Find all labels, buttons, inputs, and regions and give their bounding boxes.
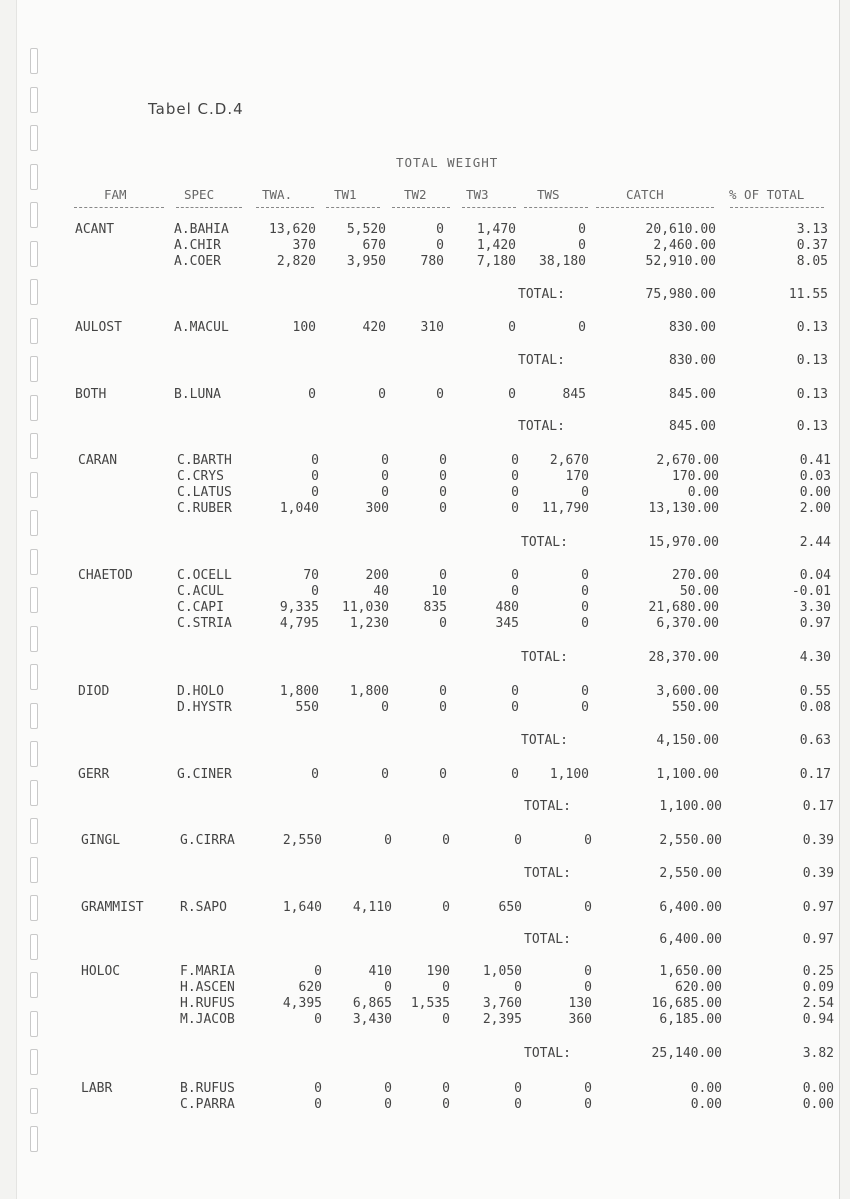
tws-cell: 0 xyxy=(584,900,592,915)
species-cell: D.HYSTR xyxy=(177,700,232,715)
tws-cell: 845 xyxy=(562,387,586,402)
punch-hole xyxy=(30,818,38,844)
pct-cell: 0.41 xyxy=(799,453,831,468)
tw2-cell: 310 xyxy=(420,320,444,335)
catch-cell: 6,400.00 xyxy=(659,900,722,915)
catch-cell: 16,685.00 xyxy=(651,996,722,1011)
pct-cell: 2.54 xyxy=(802,996,834,1011)
pct-cell: 8.05 xyxy=(796,254,828,269)
twa-cell: 70 xyxy=(303,568,319,583)
tw3-cell: 0 xyxy=(514,1097,522,1112)
total-catch-cell: 75,980.00 xyxy=(645,287,716,302)
catch-cell: 0.00 xyxy=(690,1081,722,1096)
pct-cell: 0.55 xyxy=(799,684,831,699)
catch-cell: 50.00 xyxy=(679,584,719,599)
pct-cell: -0.01 xyxy=(791,584,831,599)
catch-cell: 170.00 xyxy=(672,469,719,484)
twa-cell: 100 xyxy=(292,320,316,335)
species-cell: C.PARRA xyxy=(180,1097,235,1112)
twa-cell: 0 xyxy=(311,453,319,468)
pct-cell: 0.00 xyxy=(802,1097,834,1112)
pct-cell: 0.03 xyxy=(799,469,831,484)
tw1-cell: 1,800 xyxy=(349,684,389,699)
total-pct-cell: 2.44 xyxy=(799,535,831,550)
tws-cell: 0 xyxy=(584,1081,592,1096)
pct-cell: 0.37 xyxy=(796,238,828,253)
tws-cell: 360 xyxy=(568,1012,592,1027)
tw2-cell: 190 xyxy=(426,964,450,979)
tw1-cell: 200 xyxy=(365,568,389,583)
pct-cell: 0.25 xyxy=(802,964,834,979)
header-underline xyxy=(326,207,380,208)
catch-cell: 620.00 xyxy=(675,980,722,995)
pct-cell: 0.09 xyxy=(802,980,834,995)
total-label: TOTAL: xyxy=(521,535,568,550)
punch-hole xyxy=(30,87,38,113)
tws-cell: 130 xyxy=(568,996,592,1011)
tws-cell: 0 xyxy=(578,222,586,237)
tws-cell: 0 xyxy=(584,833,592,848)
punch-hole xyxy=(30,934,38,960)
twa-cell: 13,620 xyxy=(269,222,316,237)
header-underline xyxy=(462,207,516,208)
tw3-cell: 0 xyxy=(508,320,516,335)
family-cell: CARAN xyxy=(78,453,118,468)
species-cell: C.BARTH xyxy=(177,453,232,468)
twa-cell: 2,550 xyxy=(282,833,322,848)
total-label: TOTAL: xyxy=(518,287,565,302)
tws-cell: 0 xyxy=(581,568,589,583)
tw1-cell: 0 xyxy=(384,980,392,995)
tws-cell: 38,180 xyxy=(539,254,586,269)
catch-cell: 830.00 xyxy=(669,320,716,335)
species-cell: C.CRYS xyxy=(177,469,224,484)
total-catch-cell: 845.00 xyxy=(669,419,716,434)
pct-cell: 2.00 xyxy=(799,501,831,516)
punch-hole xyxy=(30,1011,38,1037)
catch-cell: 1,650.00 xyxy=(659,964,722,979)
tw1-cell: 0 xyxy=(381,767,389,782)
tw2-cell: 0 xyxy=(439,453,447,468)
col-header-tw3: TW3 xyxy=(466,187,489,202)
punch-hole xyxy=(30,664,38,690)
twa-cell: 4,795 xyxy=(279,616,319,631)
species-cell: B.RUFUS xyxy=(180,1081,235,1096)
catch-cell: 2,670.00 xyxy=(656,453,719,468)
col-header-tws: TWS xyxy=(537,187,560,202)
tw2-cell: 0 xyxy=(442,900,450,915)
total-pct-cell: 0.13 xyxy=(796,353,828,368)
table-title: Tabel C.D.4 xyxy=(148,100,244,118)
tw2-cell: 0 xyxy=(442,1012,450,1027)
punch-holes xyxy=(30,0,42,1199)
col-header-pct: % OF TOTAL xyxy=(729,187,805,202)
tw3-cell: 0 xyxy=(511,584,519,599)
twa-cell: 1,640 xyxy=(282,900,322,915)
punch-hole xyxy=(30,318,38,344)
twa-cell: 0 xyxy=(308,387,316,402)
total-label: TOTAL: xyxy=(524,1046,571,1061)
tw3-cell: 1,470 xyxy=(476,222,516,237)
tw3-cell: 0 xyxy=(511,453,519,468)
species-cell: C.STRIA xyxy=(177,616,232,631)
catch-cell: 0.00 xyxy=(690,1097,722,1112)
punch-hole xyxy=(30,164,38,190)
punch-hole xyxy=(30,356,38,382)
twa-cell: 0 xyxy=(314,1097,322,1112)
catch-cell: 270.00 xyxy=(672,568,719,583)
tw3-cell: 0 xyxy=(514,1081,522,1096)
total-pct-cell: 0.17 xyxy=(802,799,834,814)
total-catch-cell: 25,140.00 xyxy=(651,1046,722,1061)
tws-cell: 0 xyxy=(581,600,589,615)
tw2-cell: 0 xyxy=(439,485,447,500)
pct-cell: 0.08 xyxy=(799,700,831,715)
tw3-cell: 0 xyxy=(511,568,519,583)
pct-cell: 0.97 xyxy=(802,900,834,915)
tw2-cell: 0 xyxy=(442,980,450,995)
tw1-cell: 0 xyxy=(381,469,389,484)
tw3-cell: 0 xyxy=(511,485,519,500)
tw1-cell: 0 xyxy=(384,1097,392,1112)
pct-cell: 0.13 xyxy=(796,387,828,402)
catch-cell: 6,370.00 xyxy=(656,616,719,631)
twa-cell: 370 xyxy=(292,238,316,253)
tw1-cell: 5,520 xyxy=(346,222,386,237)
header-underline xyxy=(74,207,164,208)
pct-cell: 0.17 xyxy=(799,767,831,782)
species-cell: G.CINER xyxy=(177,767,232,782)
species-cell: C.ACUL xyxy=(177,584,224,599)
punch-hole xyxy=(30,472,38,498)
tw3-cell: 1,420 xyxy=(476,238,516,253)
total-label: TOTAL: xyxy=(524,866,571,881)
col-header-catch: CATCH xyxy=(626,187,664,202)
tws-cell: 0 xyxy=(581,684,589,699)
punch-hole xyxy=(30,241,38,267)
punch-hole xyxy=(30,48,38,74)
col-header-twa: TWA. xyxy=(262,187,293,202)
twa-cell: 550 xyxy=(295,700,319,715)
punch-hole xyxy=(30,433,38,459)
tw1-cell: 1,230 xyxy=(349,616,389,631)
tw2-cell: 0 xyxy=(436,222,444,237)
tw1-cell: 6,865 xyxy=(352,996,392,1011)
family-cell: CHAETOD xyxy=(78,568,133,583)
total-catch-cell: 28,370.00 xyxy=(648,650,719,665)
family-cell: LABR xyxy=(81,1081,113,1096)
punch-hole xyxy=(30,587,38,613)
tws-cell: 1,100 xyxy=(549,767,589,782)
catch-cell: 20,610.00 xyxy=(645,222,716,237)
family-cell: AULOST xyxy=(75,320,122,335)
tws-cell: 11,790 xyxy=(542,501,589,516)
tw2-cell: 0 xyxy=(442,1081,450,1096)
tw1-cell: 0 xyxy=(381,700,389,715)
tw1-cell: 4,110 xyxy=(352,900,392,915)
twa-cell: 4,395 xyxy=(282,996,322,1011)
family-cell: DIOD xyxy=(78,684,110,699)
species-cell: A.COER xyxy=(174,254,221,269)
tw2-cell: 0 xyxy=(439,568,447,583)
col-header-tw1: TW1 xyxy=(334,187,357,202)
tw3-cell: 7,180 xyxy=(476,254,516,269)
total-label: TOTAL: xyxy=(521,733,568,748)
tw2-cell: 0 xyxy=(439,700,447,715)
tw3-cell: 650 xyxy=(498,900,522,915)
total-catch-cell: 6,400.00 xyxy=(659,932,722,947)
catch-cell: 2,550.00 xyxy=(659,833,722,848)
total-pct-cell: 3.82 xyxy=(802,1046,834,1061)
species-cell: F.MARIA xyxy=(180,964,235,979)
twa-cell: 0 xyxy=(311,469,319,484)
tw2-cell: 0 xyxy=(439,767,447,782)
punch-hole xyxy=(30,972,38,998)
weight-group-header: TOTAL WEIGHT xyxy=(396,155,499,170)
total-catch-cell: 4,150.00 xyxy=(656,733,719,748)
twa-cell: 1,040 xyxy=(279,501,319,516)
twa-cell: 620 xyxy=(298,980,322,995)
tw2-cell: 10 xyxy=(431,584,447,599)
total-pct-cell: 0.97 xyxy=(802,932,834,947)
twa-cell: 0 xyxy=(314,1012,322,1027)
twa-cell: 0 xyxy=(314,964,322,979)
tws-cell: 0 xyxy=(584,964,592,979)
twa-cell: 2,820 xyxy=(276,254,316,269)
pct-cell: 0.04 xyxy=(799,568,831,583)
tw1-cell: 410 xyxy=(368,964,392,979)
family-cell: GINGL xyxy=(81,833,121,848)
col-header-tw2: TW2 xyxy=(404,187,427,202)
tw2-cell: 0 xyxy=(442,833,450,848)
punch-hole xyxy=(30,549,38,575)
tw3-cell: 3,760 xyxy=(482,996,522,1011)
total-label: TOTAL: xyxy=(524,799,571,814)
tws-cell: 0 xyxy=(581,584,589,599)
pct-cell: 0.39 xyxy=(802,833,834,848)
header-underline xyxy=(392,207,450,208)
total-label: TOTAL: xyxy=(524,932,571,947)
col-header-fam: FAM xyxy=(104,187,127,202)
catch-cell: 6,185.00 xyxy=(659,1012,722,1027)
pct-cell: 3.13 xyxy=(796,222,828,237)
total-pct-cell: 0.39 xyxy=(802,866,834,881)
tw3-cell: 0 xyxy=(511,684,519,699)
punch-hole xyxy=(30,626,38,652)
punch-hole xyxy=(30,1049,38,1075)
tw3-cell: 0 xyxy=(511,767,519,782)
tw2-cell: 0 xyxy=(439,684,447,699)
family-cell: GRAMMIST xyxy=(81,900,144,915)
tws-cell: 0 xyxy=(578,238,586,253)
twa-cell: 9,335 xyxy=(279,600,319,615)
tws-cell: 0 xyxy=(584,1097,592,1112)
tw2-cell: 0 xyxy=(442,1097,450,1112)
tw1-cell: 670 xyxy=(362,238,386,253)
species-cell: H.RUFUS xyxy=(180,996,235,1011)
species-cell: C.CAPI xyxy=(177,600,224,615)
header-underline xyxy=(596,207,714,208)
catch-cell: 1,100.00 xyxy=(656,767,719,782)
pct-cell: 3.30 xyxy=(799,600,831,615)
tw2-cell: 835 xyxy=(423,600,447,615)
tw2-cell: 1,535 xyxy=(410,996,450,1011)
tws-cell: 170 xyxy=(565,469,589,484)
tw3-cell: 0 xyxy=(511,469,519,484)
species-cell: A.MACUL xyxy=(174,320,229,335)
tws-cell: 2,670 xyxy=(549,453,589,468)
punch-hole xyxy=(30,1088,38,1114)
family-cell: HOLOC xyxy=(81,964,121,979)
pct-cell: 0.13 xyxy=(796,320,828,335)
pct-cell: 0.00 xyxy=(799,485,831,500)
total-catch-cell: 2,550.00 xyxy=(659,866,722,881)
species-cell: C.LATUS xyxy=(177,485,232,500)
punch-hole xyxy=(30,895,38,921)
tw1-cell: 3,430 xyxy=(352,1012,392,1027)
species-cell: B.LUNA xyxy=(174,387,221,402)
tw1-cell: 40 xyxy=(373,584,389,599)
total-pct-cell: 11.55 xyxy=(788,287,828,302)
tw1-cell: 0 xyxy=(381,485,389,500)
punch-hole xyxy=(30,780,38,806)
tw1-cell: 0 xyxy=(384,1081,392,1096)
species-cell: A.BAHIA xyxy=(174,222,229,237)
tw1-cell: 11,030 xyxy=(342,600,389,615)
punch-hole xyxy=(30,125,38,151)
catch-cell: 13,130.00 xyxy=(648,501,719,516)
catch-cell: 52,910.00 xyxy=(645,254,716,269)
tws-cell: 0 xyxy=(581,616,589,631)
twa-cell: 0 xyxy=(311,584,319,599)
catch-cell: 550.00 xyxy=(672,700,719,715)
punch-hole xyxy=(30,510,38,536)
tw1-cell: 0 xyxy=(384,833,392,848)
pct-cell: 0.00 xyxy=(802,1081,834,1096)
total-pct-cell: 0.63 xyxy=(799,733,831,748)
pct-cell: 0.94 xyxy=(802,1012,834,1027)
tw1-cell: 0 xyxy=(378,387,386,402)
species-cell: A.CHIR xyxy=(174,238,221,253)
tw2-cell: 780 xyxy=(420,254,444,269)
catch-cell: 845.00 xyxy=(669,387,716,402)
tw3-cell: 0 xyxy=(514,980,522,995)
tws-cell: 0 xyxy=(581,700,589,715)
punch-hole xyxy=(30,857,38,883)
tw2-cell: 0 xyxy=(439,469,447,484)
tw3-cell: 0 xyxy=(508,387,516,402)
species-cell: D.HOLO xyxy=(177,684,224,699)
total-pct-cell: 0.13 xyxy=(796,419,828,434)
pct-cell: 0.97 xyxy=(799,616,831,631)
punch-hole xyxy=(30,703,38,729)
header-underline xyxy=(256,207,314,208)
header-underline xyxy=(524,207,588,208)
species-cell: G.CIRRA xyxy=(180,833,235,848)
family-cell: GERR xyxy=(78,767,110,782)
tws-cell: 0 xyxy=(584,980,592,995)
tw3-cell: 0 xyxy=(514,833,522,848)
tw3-cell: 0 xyxy=(511,501,519,516)
species-cell: M.JACOB xyxy=(180,1012,235,1027)
species-cell: H.ASCEN xyxy=(180,980,235,995)
catch-cell: 2,460.00 xyxy=(653,238,716,253)
tw3-cell: 480 xyxy=(495,600,519,615)
total-label: TOTAL: xyxy=(518,419,565,434)
total-catch-cell: 1,100.00 xyxy=(659,799,722,814)
total-label: TOTAL: xyxy=(521,650,568,665)
punch-hole xyxy=(30,395,38,421)
species-cell: C.OCELL xyxy=(177,568,232,583)
catch-cell: 0.00 xyxy=(687,485,719,500)
family-cell: BOTH xyxy=(75,387,107,402)
species-cell: R.SAPO xyxy=(180,900,227,915)
catch-cell: 3,600.00 xyxy=(656,684,719,699)
tw1-cell: 0 xyxy=(381,453,389,468)
punch-hole xyxy=(30,279,38,305)
header-underline xyxy=(730,207,824,208)
tw1-cell: 3,950 xyxy=(346,254,386,269)
catch-cell: 21,680.00 xyxy=(648,600,719,615)
tw3-cell: 1,050 xyxy=(482,964,522,979)
col-header-spec: SPEC xyxy=(184,187,215,202)
tw1-cell: 420 xyxy=(362,320,386,335)
tw1-cell: 300 xyxy=(365,501,389,516)
total-catch-cell: 830.00 xyxy=(669,353,716,368)
punch-hole xyxy=(30,202,38,228)
twa-cell: 0 xyxy=(311,767,319,782)
punch-hole xyxy=(30,1126,38,1152)
species-cell: C.RUBER xyxy=(177,501,232,516)
tw2-cell: 0 xyxy=(439,616,447,631)
tw3-cell: 2,395 xyxy=(482,1012,522,1027)
tw2-cell: 0 xyxy=(439,501,447,516)
total-catch-cell: 15,970.00 xyxy=(648,535,719,550)
twa-cell: 1,800 xyxy=(279,684,319,699)
family-cell: ACANT xyxy=(75,222,115,237)
tw2-cell: 0 xyxy=(436,387,444,402)
tw2-cell: 0 xyxy=(436,238,444,253)
total-pct-cell: 4.30 xyxy=(799,650,831,665)
twa-cell: 0 xyxy=(311,485,319,500)
tw3-cell: 0 xyxy=(511,700,519,715)
tw3-cell: 345 xyxy=(495,616,519,631)
total-label: TOTAL: xyxy=(518,353,565,368)
tws-cell: 0 xyxy=(578,320,586,335)
tws-cell: 0 xyxy=(581,485,589,500)
twa-cell: 0 xyxy=(314,1081,322,1096)
punch-hole xyxy=(30,741,38,767)
header-underline xyxy=(176,207,242,208)
